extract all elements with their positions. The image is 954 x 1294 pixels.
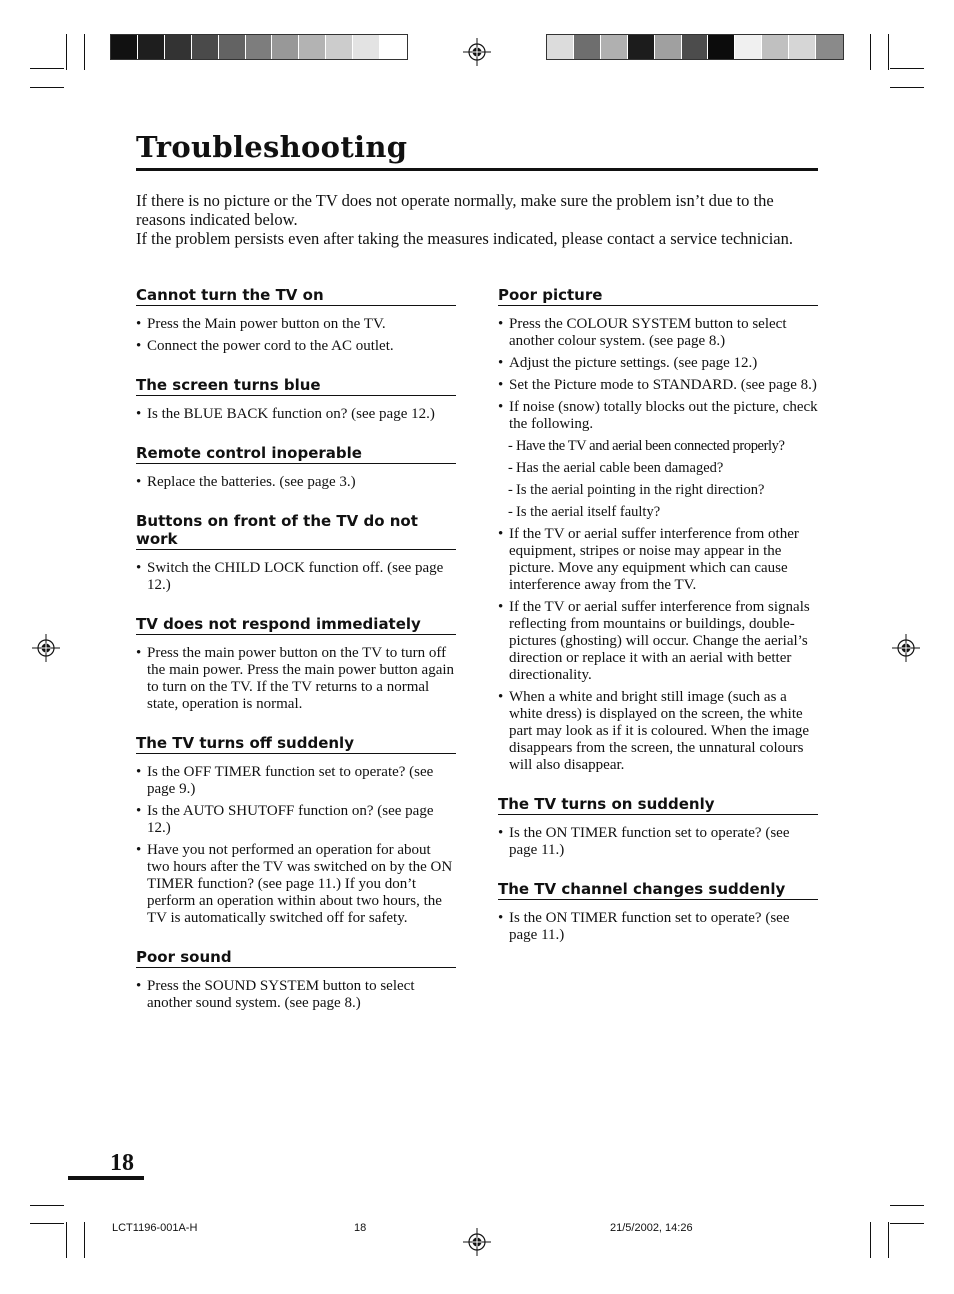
intro-text [136,191,820,248]
color-swatch [547,35,574,59]
section-heading: The screen turns blue [136,376,456,396]
page-number-underline [68,1176,144,1180]
footer-page: 18 [354,1222,367,1234]
color-swatch [789,35,816,59]
color-swatch [326,35,353,59]
list-item: • Is the AUTO SHUTOFF function on? (see page 12.) [136,803,456,837]
color-swatch [111,35,138,59]
crop-mark [888,1222,889,1258]
sub-list-item: - Is the aerial itself faulty? [498,504,818,521]
section-not-respond [136,615,456,713]
crop-mark [30,68,64,69]
crop-mark [66,1222,67,1258]
section-heading: Buttons on front of the TV do not work [136,512,456,550]
color-swatch [735,35,762,59]
registration-mark-icon [463,38,491,66]
color-swatch [762,35,789,59]
section-heading: Poor picture [498,286,818,306]
list-item: • Is the ON TIMER function set to operate? (see page 11.) [498,825,818,859]
right-column [498,286,818,949]
crop-mark [84,1222,85,1258]
color-swatch [219,35,246,59]
section-poor-sound [136,948,456,1012]
list-item: • Is the OFF TIMER function set to operate? (see page 9.) [136,764,456,798]
crop-mark [84,34,85,70]
list-item: • Is the BLUE BACK function on? (see page 12.) [136,406,456,423]
list-item: • Set the Picture mode to STANDARD. (see page 8.) [498,377,818,394]
section-heading: The TV turns off suddenly [136,734,456,754]
color-swatch [380,35,407,59]
left-column [136,286,456,1017]
section-heading: TV does not respond immediately [136,615,456,635]
section-front-buttons [136,512,456,594]
color-swatch [816,35,843,59]
crop-mark [870,1222,871,1258]
section-heading: The TV turns on suddenly [498,795,818,815]
section-heading: Remote control inoperable [136,444,456,464]
list-item: • Have you not performed an operation for about two hours after the TV was switched on by the ON TIMER function? (see page 11.) If you don’t perform an operation within about two hours, the TV is automatically switched off for safety. [136,842,456,927]
color-swatch [682,35,709,59]
list-item: • Press the Main power button on the TV. [136,316,456,333]
list-item: • Adjust the picture settings. (see page 12.) [498,355,818,372]
intro-paragraph: If the problem persists even after taking the measures indicated, please contact a service technician. [136,229,793,248]
intro-paragraph: If there is no picture or the TV does not operate normally, make sure the problem isn’t due to the reasons indicated below. [136,191,774,229]
color-swatch [628,35,655,59]
color-swatch [192,35,219,59]
section-heading: The TV channel changes suddenly [498,880,818,900]
list-item: • Connect the power cord to the AC outlet. [136,338,456,355]
sub-list-item: - Has the aerial cable been damaged? [498,460,818,477]
section-channel-changes [498,880,818,944]
list-item: • If the TV or aerial suffer interference from other equipment, stripes or noise may appear in the picture. Move any equipment which can cause interference away from the TV. [498,526,818,594]
color-swatch [138,35,165,59]
color-swatch [574,35,601,59]
color-swatch [272,35,299,59]
crop-mark [30,1205,64,1206]
color-calibration-bar-left [110,34,408,60]
registration-mark-icon [892,634,920,662]
list-item: • Is the ON TIMER function set to operate? (see page 11.) [498,910,818,944]
color-swatch [708,35,735,59]
list-item: • Switch the CHILD LOCK function off. (see page 12.) [136,560,456,594]
crop-mark [66,34,67,70]
section-poor-picture [498,286,818,774]
registration-mark-icon [32,634,60,662]
list-item: • If the TV or aerial suffer interference from signals reflecting from mountains or buildings, double-pictures (ghosting) will occur. Change the aerial’s direction or replace it with an aerial with better directionality. [498,599,818,684]
sub-list-item: - Is the aerial pointing in the right direction? [498,482,818,499]
crop-mark [890,1205,924,1206]
color-swatch [246,35,273,59]
crop-mark [890,1223,924,1224]
list-item: • Replace the batteries. (see page 3.) [136,474,456,491]
footer-code: LCT1196-001A-H [112,1222,198,1234]
page-title: Troubleshooting [136,128,818,171]
list-item: • Press the SOUND SYSTEM button to select another sound system. (see page 8.) [136,978,456,1012]
registration-mark-icon [463,1228,491,1256]
color-swatch [601,35,628,59]
crop-mark [890,68,924,69]
color-swatch [655,35,682,59]
crop-mark [870,34,871,70]
section-turns-off [136,734,456,927]
list-item: • Press the COLOUR SYSTEM button to select another colour system. (see page 8.) [498,316,818,350]
crop-mark [30,87,64,88]
list-item: • Press the main power button on the TV to turn off the main power. Press the main power button again to turn on the TV. If the TV returns to a normal state, operation is normal. [136,645,456,713]
section-heading: Cannot turn the TV on [136,286,456,306]
crop-mark [30,1223,64,1224]
section-turns-on [498,795,818,859]
section-heading: Poor sound [136,948,456,968]
color-swatch [353,35,380,59]
list-item: • When a white and bright still image (such as a white dress) is displayed on the screen, the white part may look as if it is coloured. When the image disappears from the screen, the unnatural colours will also disappear. [498,689,818,774]
section-cannot-turn-on [136,286,456,355]
color-swatch [165,35,192,59]
sub-list-item: - Have the TV and aerial been connected properly? [498,438,818,455]
crop-mark [888,34,889,70]
section-remote-inoperable [136,444,456,491]
crop-mark [890,87,924,88]
section-screen-blue [136,376,456,423]
color-calibration-bar-right [546,34,844,60]
color-swatch [299,35,326,59]
list-item: • If noise (snow) totally blocks out the picture, check the following. [498,399,818,433]
page-number: 18 [110,1150,134,1176]
footer-date: 21/5/2002, 14:26 [610,1222,693,1234]
